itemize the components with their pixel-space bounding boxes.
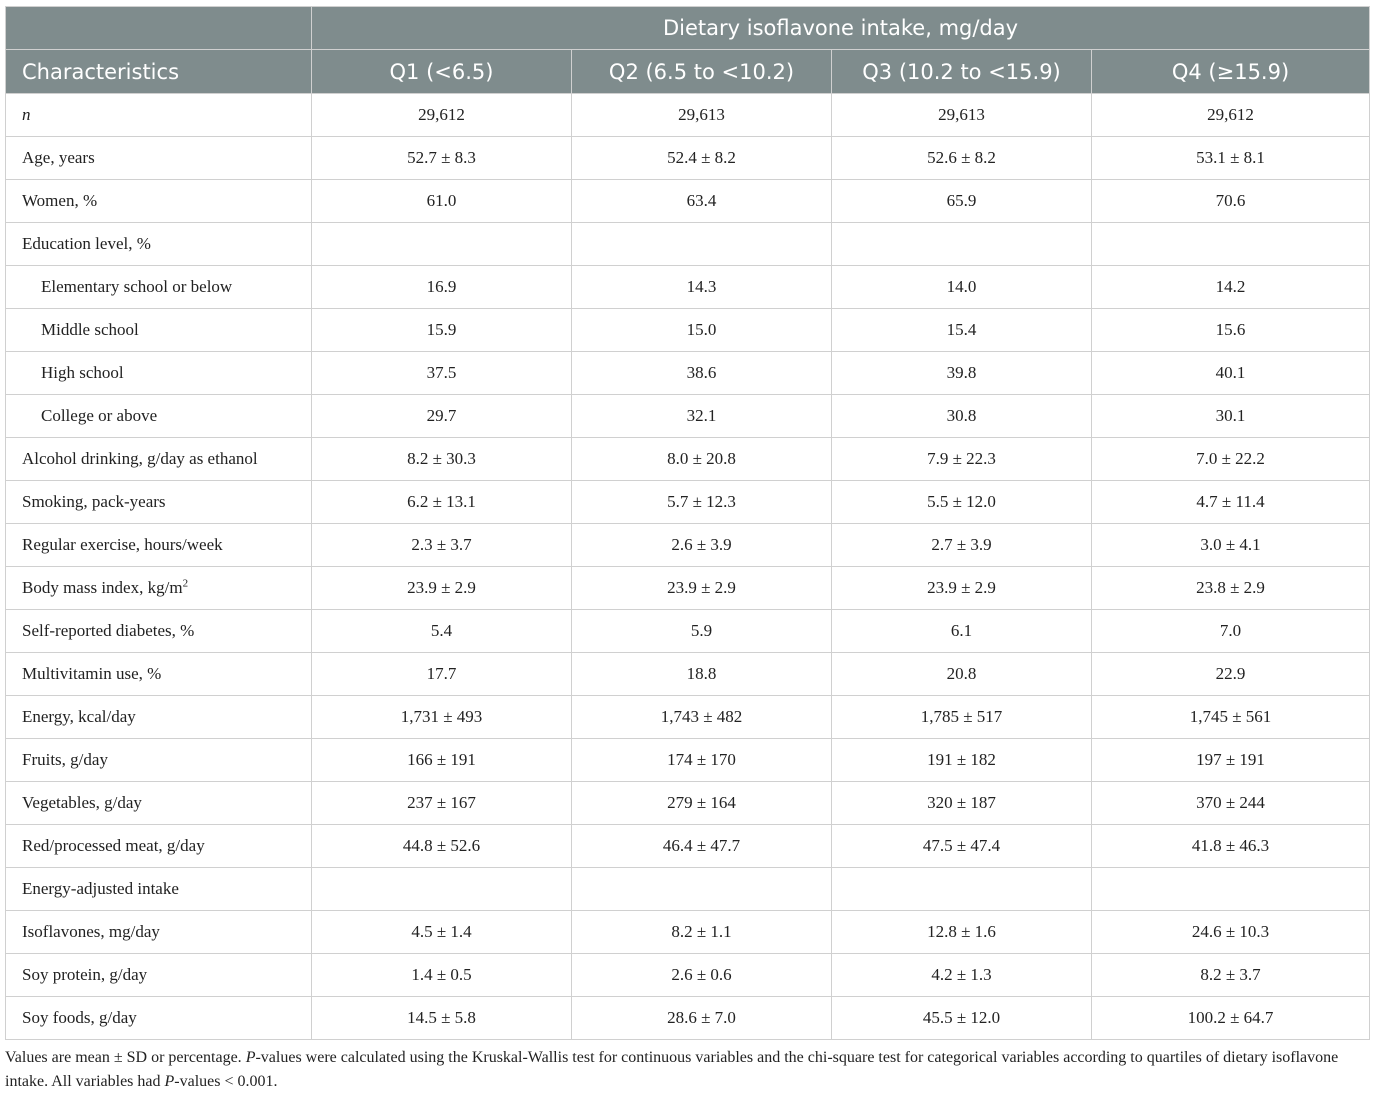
- characteristics-table-container: [5, 6, 1369, 1040]
- cell-q4: 24.6 ± 10.3: [1092, 911, 1370, 954]
- characteristics-header: Characteristics: [6, 50, 312, 94]
- table-row: [6, 610, 1370, 653]
- cell-q3: 30.8: [832, 395, 1092, 438]
- cell-q4: 8.2 ± 3.7: [1092, 954, 1370, 997]
- table-row: [6, 180, 1370, 223]
- quartile-header-q2: Q2 (6.5 to <10.2): [572, 50, 832, 94]
- cell-q4: 7.0 ± 22.2: [1092, 438, 1370, 481]
- cell-q4: 22.9: [1092, 653, 1370, 696]
- cell-q1: 5.4: [312, 610, 572, 653]
- cell-q1: 23.9 ± 2.9: [312, 567, 572, 610]
- row-label-text: Women, %: [22, 191, 98, 210]
- row-label-superscript: 2: [182, 577, 189, 590]
- cell-q1: 16.9: [312, 266, 572, 309]
- cell-q2: 52.4 ± 8.2: [572, 137, 832, 180]
- cell-q4: 40.1: [1092, 352, 1370, 395]
- cell-q4: 15.6: [1092, 309, 1370, 352]
- cell-q4: 7.0: [1092, 610, 1370, 653]
- cell-q3: [832, 868, 1092, 911]
- cell-q3: 20.8: [832, 653, 1092, 696]
- table-footnote: [5, 1046, 1369, 1094]
- cell-q2: 32.1: [572, 395, 832, 438]
- cell-q2: 18.8: [572, 653, 832, 696]
- row-label: [6, 137, 312, 180]
- cell-q2: 14.3: [572, 266, 832, 309]
- cell-q2: 174 ± 170: [572, 739, 832, 782]
- cell-q4: 53.1 ± 8.1: [1092, 137, 1370, 180]
- header-empty-cell: [6, 7, 312, 50]
- cell-q3: 45.5 ± 12.0: [832, 997, 1092, 1040]
- row-label-text: Body mass index, kg/m: [22, 578, 183, 597]
- cell-q3: 191 ± 182: [832, 739, 1092, 782]
- row-label: [6, 352, 312, 395]
- cell-q1: 44.8 ± 52.6: [312, 825, 572, 868]
- row-label: [6, 94, 312, 137]
- row-label-text: n: [22, 105, 31, 124]
- row-label-text: Elementary school or below: [41, 277, 233, 296]
- row-label-text: Smoking, pack-years: [22, 492, 166, 511]
- table-row: [6, 395, 1370, 438]
- row-label-text: Energy-adjusted intake: [22, 879, 179, 898]
- row-label: [6, 309, 312, 352]
- row-label: [6, 911, 312, 954]
- cell-q1: 237 ± 167: [312, 782, 572, 825]
- row-label-text: Soy foods, g/day: [22, 1008, 137, 1027]
- row-label: [6, 653, 312, 696]
- cell-q3: 52.6 ± 8.2: [832, 137, 1092, 180]
- cell-q4: 14.2: [1092, 266, 1370, 309]
- cell-q1: 4.5 ± 1.4: [312, 911, 572, 954]
- cell-q1: 1,731 ± 493: [312, 696, 572, 739]
- cell-q1: 37.5: [312, 352, 572, 395]
- row-label-text: Vegetables, g/day: [22, 793, 142, 812]
- cell-q2: 46.4 ± 47.7: [572, 825, 832, 868]
- cell-q4: 23.8 ± 2.9: [1092, 567, 1370, 610]
- cell-q4: 4.7 ± 11.4: [1092, 481, 1370, 524]
- footnote-p1: P: [245, 1049, 256, 1066]
- row-label: [6, 567, 312, 610]
- cell-q2: 23.9 ± 2.9: [572, 567, 832, 610]
- cell-q1: 2.3 ± 3.7: [312, 524, 572, 567]
- row-label-text: College or above: [41, 406, 158, 425]
- row-label: [6, 739, 312, 782]
- cell-q2: 279 ± 164: [572, 782, 832, 825]
- cell-q4: 29,612: [1092, 94, 1370, 137]
- cell-q2: 15.0: [572, 309, 832, 352]
- table-row: [6, 567, 1370, 610]
- table-row: [6, 481, 1370, 524]
- row-label-text: Education level, %: [22, 234, 151, 253]
- row-label: [6, 524, 312, 567]
- cell-q2: 1,743 ± 482: [572, 696, 832, 739]
- row-label-text: Middle school: [41, 320, 139, 339]
- row-label-text: Alcohol drinking, g/day as ethanol: [22, 449, 258, 468]
- cell-q2: 29,613: [572, 94, 832, 137]
- cell-q3: 15.4: [832, 309, 1092, 352]
- footnote-part3: -values < 0.001.: [174, 1073, 278, 1090]
- table-row: [6, 438, 1370, 481]
- row-label: [6, 696, 312, 739]
- row-label: [6, 395, 312, 438]
- table-row: [6, 352, 1370, 395]
- header-row-group: [6, 7, 1370, 50]
- table-row: [6, 911, 1370, 954]
- cell-q1: 61.0: [312, 180, 572, 223]
- cell-q3: 39.8: [832, 352, 1092, 395]
- row-label-text: Energy, kcal/day: [22, 707, 136, 726]
- cell-q3: 29,613: [832, 94, 1092, 137]
- row-label-text: High school: [41, 363, 124, 382]
- row-label: [6, 782, 312, 825]
- cell-q3: [832, 223, 1092, 266]
- row-label: [6, 868, 312, 911]
- cell-q4: 70.6: [1092, 180, 1370, 223]
- cell-q4: 197 ± 191: [1092, 739, 1370, 782]
- table-row: [6, 696, 1370, 739]
- characteristics-table: [5, 6, 1370, 1040]
- table-row: [6, 739, 1370, 782]
- row-label: [6, 825, 312, 868]
- row-label: [6, 438, 312, 481]
- cell-q2: 5.9: [572, 610, 832, 653]
- quartile-header-q4: Q4 (≥15.9): [1092, 50, 1370, 94]
- footnote-p2: P: [164, 1073, 175, 1090]
- cell-q1: 52.7 ± 8.3: [312, 137, 572, 180]
- cell-q3: 12.8 ± 1.6: [832, 911, 1092, 954]
- table-row: [6, 997, 1370, 1040]
- row-label: [6, 610, 312, 653]
- table-row: [6, 825, 1370, 868]
- header-row-columns: [6, 50, 1370, 94]
- table-row: [6, 653, 1370, 696]
- cell-q3: 23.9 ± 2.9: [832, 567, 1092, 610]
- cell-q3: 4.2 ± 1.3: [832, 954, 1092, 997]
- cell-q1: [312, 223, 572, 266]
- cell-q3: 320 ± 187: [832, 782, 1092, 825]
- cell-q3: 47.5 ± 47.4: [832, 825, 1092, 868]
- footnote-part1: Values are mean ± SD or percentage.: [5, 1049, 246, 1066]
- table-row: [6, 266, 1370, 309]
- cell-q1: 1.4 ± 0.5: [312, 954, 572, 997]
- cell-q4: [1092, 223, 1370, 266]
- table-row: [6, 954, 1370, 997]
- row-label-text: Red/processed meat, g/day: [22, 836, 205, 855]
- cell-q2: 38.6: [572, 352, 832, 395]
- cell-q1: 29,612: [312, 94, 572, 137]
- cell-q4: 100.2 ± 64.7: [1092, 997, 1370, 1040]
- cell-q2: 28.6 ± 7.0: [572, 997, 832, 1040]
- quartile-header-q1: Q1 (<6.5): [312, 50, 572, 94]
- row-label-text: Multivitamin use, %: [22, 664, 162, 683]
- cell-q1: [312, 868, 572, 911]
- cell-q3: 6.1: [832, 610, 1092, 653]
- row-label: [6, 954, 312, 997]
- table-row: [6, 524, 1370, 567]
- quartile-header-q3: Q3 (10.2 to <15.9): [832, 50, 1092, 94]
- cell-q2: [572, 223, 832, 266]
- group-header: Dietary isoflavone intake, mg/day: [312, 7, 1370, 50]
- row-label-text: Age, years: [22, 148, 95, 167]
- cell-q3: 7.9 ± 22.3: [832, 438, 1092, 481]
- cell-q4: 1,745 ± 561: [1092, 696, 1370, 739]
- cell-q2: 2.6 ± 0.6: [572, 954, 832, 997]
- cell-q3: 5.5 ± 12.0: [832, 481, 1092, 524]
- row-label-text: Self-reported diabetes, %: [22, 621, 195, 640]
- cell-q3: 14.0: [832, 266, 1092, 309]
- cell-q1: 17.7: [312, 653, 572, 696]
- cell-q2: 8.0 ± 20.8: [572, 438, 832, 481]
- table-row: [6, 94, 1370, 137]
- table-row: [6, 137, 1370, 180]
- cell-q1: 15.9: [312, 309, 572, 352]
- cell-q2: 8.2 ± 1.1: [572, 911, 832, 954]
- row-label: [6, 997, 312, 1040]
- cell-q2: [572, 868, 832, 911]
- cell-q1: 8.2 ± 30.3: [312, 438, 572, 481]
- row-label-text: Regular exercise, hours/week: [22, 535, 223, 554]
- cell-q4: 370 ± 244: [1092, 782, 1370, 825]
- table-body: [6, 94, 1370, 1040]
- row-label-text: Fruits, g/day: [22, 750, 108, 769]
- footnote-part2: -values were calculated using the Kruskal-Wallis test for continuous variables and the chi-square test for categorical variables according to quartiles of dietary isoflavone intake. All variables had: [5, 1049, 1339, 1090]
- table-row: [6, 309, 1370, 352]
- table-row: [6, 782, 1370, 825]
- row-label-text: Isoflavones, mg/day: [22, 922, 160, 941]
- row-label: [6, 180, 312, 223]
- table-row: [6, 223, 1370, 266]
- cell-q2: 2.6 ± 3.9: [572, 524, 832, 567]
- cell-q2: 63.4: [572, 180, 832, 223]
- cell-q1: 166 ± 191: [312, 739, 572, 782]
- row-label-text: Soy protein, g/day: [22, 965, 148, 984]
- cell-q1: 6.2 ± 13.1: [312, 481, 572, 524]
- cell-q1: 14.5 ± 5.8: [312, 997, 572, 1040]
- cell-q4: 41.8 ± 46.3: [1092, 825, 1370, 868]
- cell-q4: 30.1: [1092, 395, 1370, 438]
- row-label: [6, 481, 312, 524]
- row-label: [6, 266, 312, 309]
- table-row: [6, 868, 1370, 911]
- cell-q4: 3.0 ± 4.1: [1092, 524, 1370, 567]
- cell-q1: 29.7: [312, 395, 572, 438]
- cell-q4: [1092, 868, 1370, 911]
- cell-q3: 65.9: [832, 180, 1092, 223]
- cell-q3: 2.7 ± 3.9: [832, 524, 1092, 567]
- cell-q3: 1,785 ± 517: [832, 696, 1092, 739]
- row-label: [6, 223, 312, 266]
- cell-q2: 5.7 ± 12.3: [572, 481, 832, 524]
